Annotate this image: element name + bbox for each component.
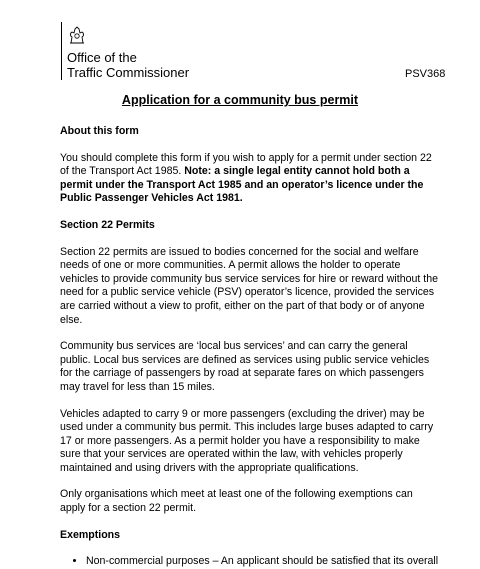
- section-22-paragraph-4: Only organisations which meet at least one of the following exemptions can apply for a section 22 permit.: [60, 488, 413, 515]
- exemption-item: • Non-commercial purposes – An applicant should be satisfied that its overall: [86, 555, 440, 569]
- section-22-paragraph-2: Community bus services are ‘local bus services’ and can carry the general public. Local bus services are defined as services using public service vehicles for the carriage of passengers by road at separate fares on which passengers may travel for less than 15 miles.: [60, 340, 430, 393]
- about-heading: About this form: [60, 125, 139, 137]
- exemptions-list: [60, 555, 440, 569]
- about-text: You should complete this form if you wish to apply for a permit under section 22 of the Transport Act 1985.: [60, 151, 432, 178]
- about-note: Note: a single legal entity cannot hold both a permit under the Transport Act 1985 and an operator’s licence under the Public Passenger Vehicles Act 1981.: [60, 165, 424, 205]
- exemptions-heading: Exemptions: [60, 528, 121, 541]
- form-code: PSV368: [405, 68, 446, 80]
- about-paragraph: [60, 152, 440, 206]
- office-logo: [61, 22, 190, 80]
- logo-line-2: Traffic Commissioner: [67, 65, 190, 80]
- section-22-paragraph-1: Section 22 permits are issued to bodies concerned for the social and welfare needs of one or more communities. A permit allows the holder to operate vehicles to provide community bus service services for hire or reward without the need for a public service vehicle (PSV) operator’s licence, provided the services are carried without a view to profit, either on the part of that body or of anyone else.: [60, 245, 438, 326]
- page-title: Application for a community bus permit: [121, 93, 359, 107]
- document-body: [60, 125, 440, 569]
- logo-line-1: Office of the: [67, 50, 137, 65]
- royal-crest-icon: [67, 26, 87, 44]
- section-22-heading: Section 22 Permits: [60, 218, 155, 231]
- section-22-paragraph-3: Vehicles adapted to carry 9 or more passengers (excluding the driver) may be used under a community bus permit. This includes large buses adapted to carry 17 or more passengers. As a permit holder you have a responsibility to make sure that your services are operated within the law, with vehicles properly maintained and using drivers with the appropriate qualifications.: [60, 407, 434, 474]
- logo-text: [67, 50, 207, 80]
